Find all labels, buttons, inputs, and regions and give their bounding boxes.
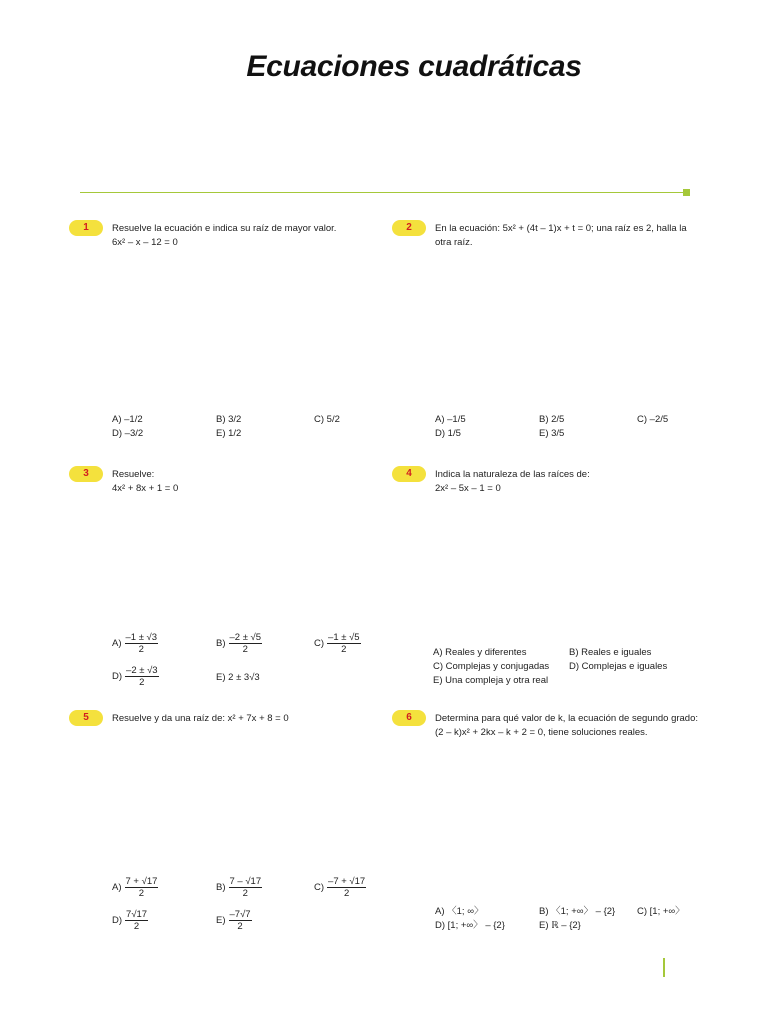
option-a: A) –1/2 xyxy=(112,414,143,425)
option-label: E) xyxy=(216,915,226,927)
option-label: E) xyxy=(216,672,226,683)
numerator: –2 ± √5 xyxy=(229,632,262,643)
question-text-cont: otra raíz. xyxy=(435,237,473,248)
option-label: D) xyxy=(112,671,123,683)
option-c: C) [1; +∞〉 xyxy=(637,906,685,917)
question-number-badge: 6 xyxy=(392,710,426,726)
question-text: En la ecuación: 5x² + (4t – 1)x + t = 0; una raíz es 2, halla la xyxy=(435,223,687,234)
numerator: 7√17 xyxy=(126,909,148,920)
denominator: 2 xyxy=(343,888,350,899)
fraction xyxy=(229,909,252,932)
denominator: 2 xyxy=(133,921,140,932)
option-e: E) 3/5 xyxy=(539,428,565,439)
option-a: A) –1/5 xyxy=(435,414,466,425)
option-d: D) 1/5 xyxy=(435,428,461,439)
option-b: B) Reales e iguales xyxy=(569,647,652,658)
fraction xyxy=(125,665,159,688)
option-b xyxy=(216,876,262,899)
question-number-badge: 5 xyxy=(69,710,103,726)
denominator: 2 xyxy=(139,677,145,688)
option-a xyxy=(112,876,158,899)
question-number-badge: 1 xyxy=(69,220,103,236)
option-label: C) xyxy=(314,638,325,650)
fraction xyxy=(125,909,148,932)
option-d: D) [1; +∞〉 – {2} xyxy=(435,920,505,931)
option-b: B) 3/2 xyxy=(216,414,242,425)
option-d: D) Complejas e iguales xyxy=(569,661,668,672)
title-divider xyxy=(80,192,687,193)
divider-end-marker xyxy=(683,189,690,196)
question-number-badge: 3 xyxy=(69,466,103,482)
question-text: Resuelve la ecuación e indica su raíz de mayor valor. xyxy=(112,223,337,234)
option-c xyxy=(314,876,366,899)
denominator: 2 xyxy=(242,644,248,655)
numerator: 7 + √17 xyxy=(125,876,158,887)
denominator: 2 xyxy=(138,888,145,899)
question-equation: (2 – k)x² + 2kx – k + 2 = 0, tiene soluciones reales. xyxy=(435,727,648,738)
question-equation: 6x² – x – 12 = 0 xyxy=(112,237,178,248)
option-d xyxy=(112,665,159,688)
option-e xyxy=(216,909,252,932)
question-equation: 4x² + 8x + 1 = 0 xyxy=(112,483,179,494)
option-c: C) Complejas y conjugadas xyxy=(433,661,550,672)
option-b: B) 2/5 xyxy=(539,414,565,425)
option-a: A) Reales y diferentes xyxy=(433,647,527,658)
option-a: A) 〈1; ∞〉 xyxy=(435,906,484,917)
page-title: Ecuaciones cuadráticas xyxy=(246,50,582,83)
option-e: E) ℝ – {2} xyxy=(539,920,581,931)
denominator: 2 xyxy=(237,921,243,932)
question-equation: 2x² – 5x – 1 = 0 xyxy=(435,483,501,494)
question-text: Indica la naturaleza de las raíces de: xyxy=(435,469,590,480)
option-value: 2 ± 3√3 xyxy=(228,672,260,683)
page-marker xyxy=(663,958,665,977)
option-d xyxy=(112,909,148,932)
option-label: B) xyxy=(216,882,226,894)
option-e: E) 1/2 xyxy=(216,428,242,439)
numerator: –1 ± √3 xyxy=(125,632,158,643)
fraction xyxy=(125,632,159,655)
numerator: –2 ± √3 xyxy=(126,665,158,676)
option-a xyxy=(112,632,158,655)
option-c: C) –2/5 xyxy=(637,414,669,425)
denominator: 2 xyxy=(242,888,248,899)
option-label: D) xyxy=(112,915,123,927)
option-label: B) xyxy=(216,638,226,650)
question-text: Determina para qué valor de k, la ecuación de segundo grado: xyxy=(435,713,699,724)
fraction xyxy=(327,632,361,655)
option-label: A) xyxy=(112,638,122,650)
option-e xyxy=(216,671,260,684)
option-d: D) –3/2 xyxy=(112,428,144,439)
fraction xyxy=(125,876,159,899)
numerator: –1 ± √5 xyxy=(328,632,360,643)
option-b xyxy=(216,632,262,655)
fraction xyxy=(327,876,366,899)
numerator: 7 – √17 xyxy=(229,876,262,887)
fraction xyxy=(229,632,263,655)
question-number-badge: 4 xyxy=(392,466,426,482)
fraction xyxy=(229,876,263,899)
question-text: Resuelve: xyxy=(112,469,155,480)
question-text: Resuelve y da una raíz de: x² + 7x + 8 = 0 xyxy=(112,713,289,724)
option-c xyxy=(314,632,361,655)
option-e: E) Una compleja y otra real xyxy=(433,675,549,686)
option-label: A) xyxy=(112,882,122,894)
question-number-badge: 2 xyxy=(392,220,426,236)
numerator: –7√7 xyxy=(229,909,251,920)
denominator: 2 xyxy=(341,644,347,655)
denominator: 2 xyxy=(138,644,144,655)
option-label: C) xyxy=(314,882,325,894)
option-b: B) 〈1; +∞〉 – {2} xyxy=(539,906,616,917)
option-c: C) 5/2 xyxy=(314,414,340,425)
numerator: –7 + √17 xyxy=(328,876,366,887)
